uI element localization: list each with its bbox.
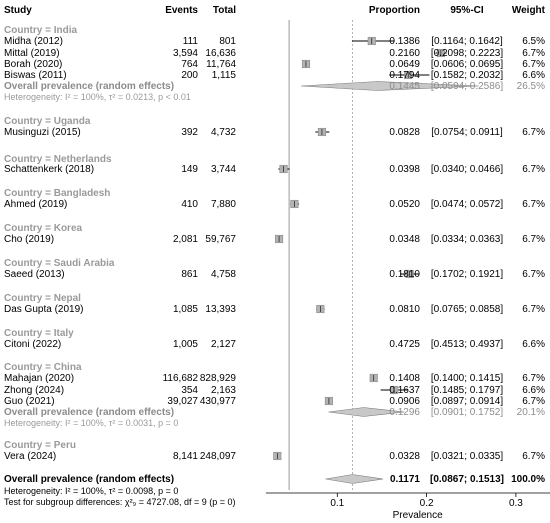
overall-label: Overall prevalence (random effects) xyxy=(4,474,175,485)
group-0-study-1-name: Mittal (2019) xyxy=(4,48,60,59)
group-3-study-0-weight: 6.7% xyxy=(522,199,545,210)
group-8-study-1-total: 2,163 xyxy=(210,385,236,396)
group-2-study-0-name: Schattenkerk (2018) xyxy=(4,164,95,175)
group-8-study-2-proportion: 0.0906 xyxy=(389,396,420,407)
group-0-study-3-ci-text: [0.1582; 0.2032] xyxy=(430,70,504,81)
subgroup-test: Test for subgroup differences: χ²₉ = 4727.08, df = 9 (p = 0) xyxy=(4,497,236,507)
group-0-study-1-weight: 6.7% xyxy=(522,48,545,59)
group-8-study-1-weight: 6.6% xyxy=(522,385,545,396)
group-0-study-0-name: Midha (2012) xyxy=(4,36,63,47)
header-weight: Weight xyxy=(511,5,545,16)
group-4-study-0-ci-text: [0.0334; 0.0363] xyxy=(430,234,504,245)
group-6-study-0-ci-text: [0.0765; 0.0858] xyxy=(430,304,504,315)
group-8-study-0-weight: 6.7% xyxy=(522,373,545,384)
group-9-study-0-proportion: 0.0328 xyxy=(389,451,420,462)
overall-ci-text: [0.0867; 0.1513] xyxy=(430,474,504,485)
group-5-study-0-total: 4,758 xyxy=(210,269,236,280)
group-5-study-0-weight: 6.7% xyxy=(522,269,545,280)
group-3-label: Country = Bangladesh xyxy=(4,188,111,199)
group-0-pooled-ci-text: [0.0594; 0.2586] xyxy=(430,81,504,92)
group-0-study-2-weight: 6.7% xyxy=(522,59,545,70)
group-9-study-0-name: Vera (2024) xyxy=(4,451,57,462)
group-2-study-0-total: 3,744 xyxy=(210,164,236,175)
group-4-study-0-name: Cho (2019) xyxy=(4,234,55,245)
group-8-heterogeneity: Heterogeneity: I² = 100%, τ² = 0.0031, p = 0 xyxy=(4,418,179,428)
group-8-study-0-total: 828,929 xyxy=(199,373,236,384)
group-7-study-0-name: Citoni (2022) xyxy=(4,339,62,350)
group-7-study-0-total: 2,127 xyxy=(210,339,236,350)
group-1-study-0-name: Musinguzi (2015) xyxy=(4,127,81,138)
group-0-study-1-events: 3,594 xyxy=(172,48,198,59)
group-4-study-0-weight: 6.7% xyxy=(522,234,545,245)
group-1-study-0-proportion: 0.0828 xyxy=(389,127,420,138)
group-9-study-0-total: 248,097 xyxy=(199,451,236,462)
group-2-label: Country = Netherlands xyxy=(4,154,112,165)
group-3-study-0-total: 7,880 xyxy=(210,199,236,210)
group-0-study-1-ci-text: [0.2098; 0.2223] xyxy=(430,48,504,59)
group-5-study-0-name: Saeed (2013) xyxy=(4,269,65,280)
group-8-study-2-weight: 6.7% xyxy=(522,396,545,407)
group-8-study-2-total: 430,977 xyxy=(199,396,236,407)
group-8-study-0-name: Mahajan (2020) xyxy=(4,373,75,384)
group-8-pooled-proportion: 0.1296 xyxy=(389,407,420,418)
group-6-study-0-proportion: 0.0810 xyxy=(389,304,420,315)
group-0-pooled-weight: 26.5% xyxy=(516,81,545,92)
group-8-study-2-events: 39,027 xyxy=(167,396,198,407)
group-0-heterogeneity: Heterogeneity: I² = 100%, τ² = 0.0213, p < 0.01 xyxy=(4,92,191,102)
group-1-study-0-events: 392 xyxy=(181,127,198,138)
group-0-study-0-total: 801 xyxy=(219,36,236,47)
group-8-study-1-name: Zhong (2024) xyxy=(4,385,65,396)
group-5-study-0-ci-text: [0.1702; 0.1921] xyxy=(430,269,504,280)
group-5-study-0-proportion: 0.1810 xyxy=(389,269,420,280)
group-0-study-0-events: 111 xyxy=(182,36,198,47)
group-8-study-1-ci-text: [0.1485; 0.1797] xyxy=(430,385,504,396)
group-1-study-0-ci-text: [0.0754; 0.0911] xyxy=(431,127,503,138)
group-6-label: Country = Nepal xyxy=(4,293,81,304)
group-0-study-1-proportion: 0.2160 xyxy=(389,48,420,59)
overall-diamond xyxy=(325,475,383,484)
group-9-study-0-ci-text: [0.0321; 0.0335] xyxy=(430,451,504,462)
header-total: Total xyxy=(212,5,236,16)
group-8-label: Country = China xyxy=(4,362,82,373)
group-6-study-0-events: 1,085 xyxy=(172,304,198,315)
group-2-study-0-proportion: 0.0398 xyxy=(389,164,420,175)
group-9-study-0-events: 8,141 xyxy=(172,451,198,462)
header-study: Study xyxy=(4,5,32,16)
group-0-pooled-label: Overall prevalence (random effects) xyxy=(4,81,175,92)
group-0-study-3-weight: 6.6% xyxy=(522,70,545,81)
group-7-label: Country = Italy xyxy=(4,328,74,339)
x-axis-label: Prevalence xyxy=(392,510,443,521)
group-0-study-0-ci-text: [0.1164; 0.1642] xyxy=(431,36,503,47)
overall-weight: 100.0% xyxy=(511,474,545,485)
group-7-study-0-proportion: 0.4725 xyxy=(389,339,420,350)
header-proportion: Proportion xyxy=(368,5,420,16)
plot-text-layer xyxy=(4,5,550,521)
group-4-label: Country = Korea xyxy=(4,223,83,234)
group-4-study-0-events: 2,081 xyxy=(172,234,198,245)
group-0-study-2-events: 764 xyxy=(181,59,198,70)
group-0-pooled-proportion: 0.1445 xyxy=(389,81,420,92)
group-5-label: Country = Saudi Arabia xyxy=(4,258,115,269)
group-6-study-0-name: Das Gupta (2019) xyxy=(4,304,84,315)
group-8-study-1-events: 354 xyxy=(181,385,198,396)
group-6-study-0-total: 13,393 xyxy=(205,304,236,315)
x-tick-label-0: 0.1 xyxy=(330,498,345,509)
overall-proportion: 0.1171 xyxy=(389,474,420,485)
group-1-study-0-total: 4,732 xyxy=(210,127,236,138)
group-0-study-0-weight: 6.5% xyxy=(522,36,545,47)
group-6-study-0-weight: 6.7% xyxy=(522,304,545,315)
group-3-study-0-name: Ahmed (2019) xyxy=(4,199,68,210)
group-0-study-2-name: Borah (2020) xyxy=(4,59,63,70)
group-3-study-0-events: 410 xyxy=(181,199,198,210)
group-4-study-0-proportion: 0.0348 xyxy=(389,234,420,245)
group-0-study-2-proportion: 0.0649 xyxy=(389,59,420,70)
group-2-study-0-weight: 6.7% xyxy=(522,164,545,175)
header-ci: 95%-CI xyxy=(450,5,484,16)
group-0-study-3-total: 1,115 xyxy=(211,70,236,81)
group-1-label: Country = Uganda xyxy=(4,116,91,127)
group-7-study-0-events: 1,005 xyxy=(172,339,198,350)
group-0-study-2-total: 11,764 xyxy=(206,59,236,70)
group-3-study-0-ci-text: [0.0474; 0.0572] xyxy=(430,199,504,210)
group-0-study-3-name: Biswas (2011) xyxy=(4,70,67,81)
overall-heterogeneity: Heterogeneity: I² = 100%, τ² = 0.0098, p = 0 xyxy=(4,486,179,496)
group-2-study-0-ci-text: [0.0340; 0.0466] xyxy=(430,164,504,175)
group-0-study-1-total: 16,636 xyxy=(205,48,236,59)
group-1-study-0-weight: 6.7% xyxy=(522,127,545,138)
group-8-study-2-name: Guo (2021) xyxy=(4,396,55,407)
group-9-label: Country = Peru xyxy=(4,440,76,451)
group-0-study-3-events: 200 xyxy=(181,70,198,81)
x-tick-label-2: 0.3 xyxy=(508,498,523,509)
x-tick-label-1: 0.2 xyxy=(419,498,434,509)
group-8-study-0-proportion: 0.1408 xyxy=(389,373,420,384)
group-0-study-3-proportion: 0.1794 xyxy=(389,70,420,81)
group-8-pooled-ci-text: [0.0901; 0.1752] xyxy=(430,407,504,418)
group-0-study-0-proportion: 0.1386 xyxy=(389,36,420,47)
group-4-study-0-total: 59,767 xyxy=(205,234,236,245)
group-3-study-0-proportion: 0.0520 xyxy=(389,199,420,210)
group-8-study-2-ci-text: [0.0897; 0.0914] xyxy=(430,396,504,407)
group-8-pooled-label: Overall prevalence (random effects) xyxy=(4,407,175,418)
group-8-study-1-proportion: 0.1637 xyxy=(389,385,420,396)
group-7-study-0-ci-text: [0.4513; 0.4937] xyxy=(430,339,504,350)
header-events: Events xyxy=(165,5,198,16)
group-8-study-0-ci-text: [0.1400; 0.1415] xyxy=(430,373,504,384)
group-2-study-0-events: 149 xyxy=(181,164,198,175)
group-7-study-0-weight: 6.6% xyxy=(522,339,545,350)
group-8-pooled-weight: 20.1% xyxy=(516,407,545,418)
group-0-study-2-ci-text: [0.0606; 0.0695] xyxy=(430,59,504,70)
group-9-study-0-weight: 6.7% xyxy=(522,451,545,462)
group-8-study-0-events: 116,682 xyxy=(162,373,198,384)
group-0-label: Country = India xyxy=(4,25,78,36)
group-5-study-0-events: 861 xyxy=(181,269,198,280)
